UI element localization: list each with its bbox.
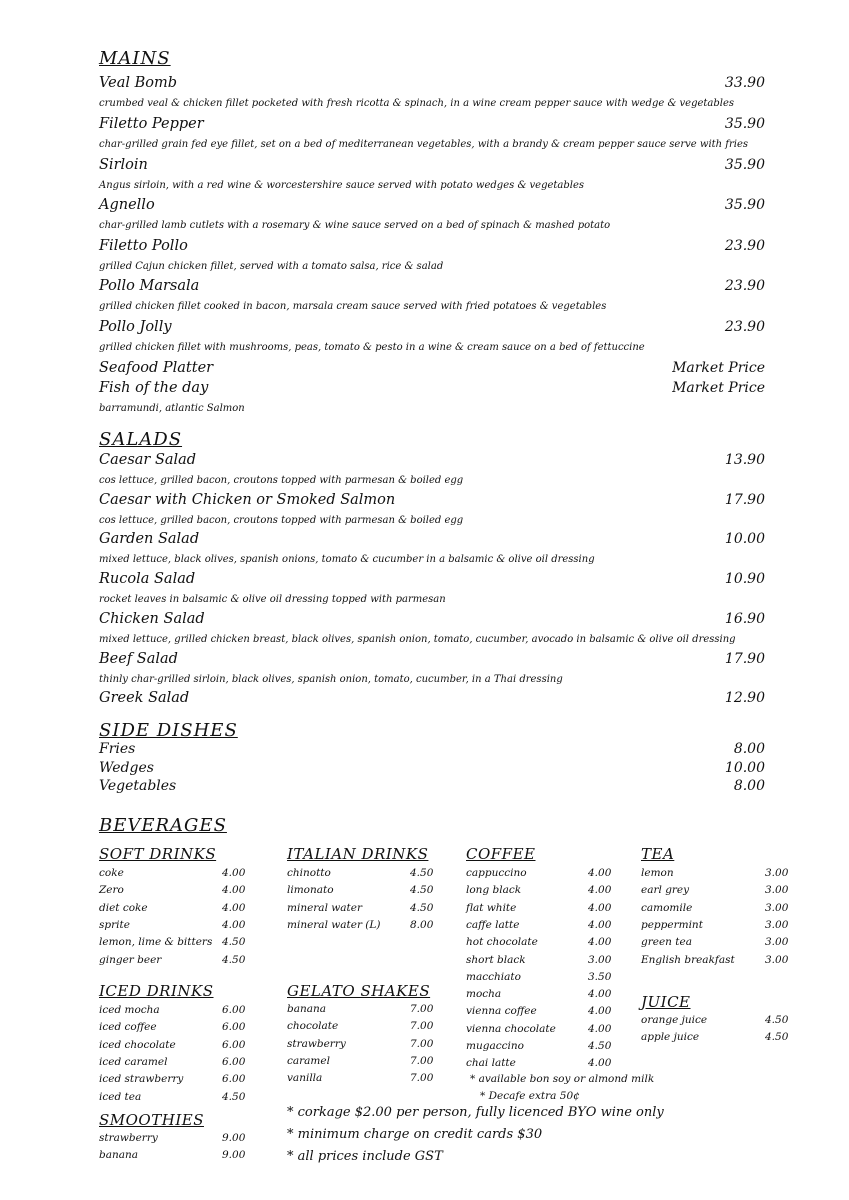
iced-drink-item-price: 6.00 [222,1021,246,1034]
main-item-name: Fish of the day [99,380,209,396]
main-item-name: Pollo Marsala [99,278,200,294]
iced-drink-item-price: 4.50 [222,1090,246,1103]
gelato-shake-item-name: chocolate [287,1020,339,1033]
soft-drink-item-price: 4.00 [222,867,246,879]
soft-drinks-title: SOFT DRINKS [99,845,217,863]
iced-drink-item-name: iced tea [99,1090,142,1103]
iced-drink-item-price: 6.00 [222,1073,246,1086]
salad-item-price: 12.90 [724,690,765,707]
coffee-item-price: 4.00 [588,867,612,879]
tea-item-name: green tea [641,936,692,949]
main-item-price: Market Price [672,380,765,396]
coffee-title: COFFEE [466,845,536,863]
italian-drink-item-name: limonato [287,884,334,897]
main-item-desc: barramundi, atlantic Salmon [99,403,245,414]
coffee-item-name: macchiato [466,970,521,983]
tea-item-price: 3.00 [765,884,789,897]
main-item-price: 23.90 [724,319,765,335]
juice-item-price: 4.50 [765,1031,789,1044]
salad-item-price: 17.90 [724,491,765,508]
main-item-desc: grilled chicken fillet cooked in bacon, marsala cream sauce served with fried potatoes & vegetables [99,301,607,312]
soft-drink-item-name: lemon, lime & bitters [99,936,213,949]
tea-item-name: English breakfast [641,953,735,966]
salad-item-desc: rocket leaves in balsamic & olive oil dressing topped with parmesan [99,594,446,606]
coffee-item-name: flat white [466,901,517,914]
tea-item-price: 3.00 [765,936,789,949]
coffee-item-price: 4.00 [588,988,612,1001]
main-item-name: Filetto Pollo [99,238,188,254]
tea-item-price: 3.00 [765,901,789,914]
coffee-item-name: caffe latte [466,918,520,931]
iced-drink-item-name: iced mocha [99,1004,160,1016]
soft-drink-item-price: 4.00 [222,884,246,897]
coffee-note-decafe: * Decafe extra 50¢ [480,1090,580,1102]
tea-item-name: lemon [641,867,674,879]
italian-drink-item-price: 4.50 [410,867,434,879]
italian-drink-item-price: 4.50 [410,884,434,897]
side-item-name: Fries [99,741,136,757]
salad-item-price: 10.00 [724,531,765,548]
iced-drinks-title: ICED DRINKS [99,982,214,1000]
main-item-price: Market Price [672,360,765,376]
salad-item-name: Rucola Salad [99,571,196,588]
smoothies-title: SMOOTHIES [99,1111,204,1129]
soft-drink-item-name: coke [99,867,124,879]
main-item-desc: char-grilled grain fed eye fillet, set on a bed of mediterranean vegetables, with a brandy & cream pepper sauce serve with fries [99,139,749,150]
coffee-item-name: hot chocolate [466,936,538,949]
main-item-desc: Angus sirloin, with a red wine & worcestershire sauce served with potato wedges & vegetables [99,180,585,191]
coffee-item-price: 4.00 [588,1022,612,1035]
salad-item-name: Garden Salad [99,531,200,548]
main-item-price: 35.90 [724,197,765,213]
gelato-shake-item-name: vanilla [287,1072,323,1085]
salad-item-desc: mixed lettuce, grilled chicken breast, black olives, spanish onion, tomato, cucumber, avocado in balsamic & olive oil dressing [99,633,736,645]
coffee-item-name: chai latte [466,1057,516,1070]
gelato-shake-item-price: 7.00 [410,1020,434,1033]
gelato-shake-item-price: 7.00 [410,1037,434,1050]
coffee-item-price: 4.00 [588,884,612,897]
coffee-item-name: mocha [466,988,502,1001]
tea-title: TEA [641,845,675,863]
side-item-price: 8.00 [733,778,765,794]
main-item-name: Veal Bomb [99,75,178,91]
italian-drinks-title: ITALIAN DRINKS [287,845,429,863]
smoothie-item-name: strawberry [99,1132,158,1144]
iced-drink-item-name: iced caramel [99,1055,168,1068]
salad-item-price: 10.90 [724,571,765,588]
smoothie-item-price: 9.00 [222,1132,246,1144]
iced-drink-item-name: iced strawberry [99,1073,184,1086]
main-item-desc: grilled Cajun chicken fillet, served with a tomato salsa, rice & salad [99,261,444,272]
tea-item-price: 3.00 [765,953,789,966]
tea-item-price: 3.00 [765,867,789,879]
main-item-price: 23.90 [724,238,765,254]
gelato-shake-item-name: caramel [287,1054,330,1067]
main-item-name: Seafood Platter [99,360,214,376]
main-item-price: 33.90 [724,75,765,91]
iced-drink-item-price: 6.00 [222,1004,246,1016]
coffee-item-name: short black [466,953,526,966]
side-item-name: Wedges [99,759,154,776]
tea-item-name: earl grey [641,884,690,897]
smoothie-item-price: 9.00 [222,1149,246,1162]
salad-item-price: 16.90 [724,610,765,627]
juice-item-price: 4.50 [765,1014,789,1026]
coffee-item-price: 4.00 [588,901,612,914]
coffee-item-price: 3.00 [588,953,612,966]
salad-item-desc: mixed lettuce, black olives, spanish onions, tomato & cucumber in a balsamic & olive oil dressing [99,554,595,566]
main-item-name: Agnello [99,197,155,213]
iced-drink-item-price: 6.00 [222,1038,246,1051]
juice-title: JUICE [641,993,691,1011]
soft-drink-item-price: 4.50 [222,953,246,966]
coffee-item-name: vienna chocolate [466,1022,556,1035]
salad-item-name: Caesar with Chicken or Smoked Salmon [99,491,396,508]
salad-item-desc: cos lettuce, grilled bacon, croutons topped with parmesan & boiled egg [99,514,464,526]
footnote-gst: * all prices include GST [287,1149,443,1164]
side-item-price: 10.00 [724,759,765,776]
coffee-item-price: 3.50 [588,970,612,983]
coffee-item-name: long black [466,884,522,897]
tea-item-price: 3.00 [765,918,789,931]
main-item-name: Sirloin [99,157,148,173]
main-item-name: Filetto Pepper [99,116,204,132]
soft-drink-item-name: diet coke [99,901,148,914]
coffee-item-price: 4.00 [588,936,612,949]
soft-drink-item-price: 4.50 [222,936,246,949]
salad-item-name: Greek Salad [99,690,190,707]
salad-item-name: Caesar Salad [99,452,197,468]
smoothie-item-name: banana [99,1149,139,1162]
main-item-desc: grilled chicken fillet with mushrooms, peas, tomato & pesto in a wine & cream sauce on a bed of fettuccine [99,342,645,353]
salad-item-name: Beef Salad [99,650,178,667]
italian-drink-item-price: 4.50 [410,901,434,914]
main-item-price: 35.90 [724,157,765,173]
coffee-item-name: cappuccino [466,867,527,879]
iced-drink-item-price: 6.00 [222,1055,246,1068]
salad-item-desc: cos lettuce, grilled bacon, croutons topped with parmesan & boiled egg [99,475,464,486]
tea-item-name: camomile [641,901,693,914]
coffee-item-price: 4.50 [588,1040,612,1052]
coffee-item-price: 4.00 [588,1005,612,1018]
italian-drink-item-price: 8.00 [410,918,434,931]
sides-title: SIDE DISHES [99,720,238,741]
side-item-price: 8.00 [733,741,765,757]
salad-item-desc: thinly char-grilled sirloin, black olives, spanish onion, tomato, cucumber, in a Thai dressing [99,673,563,685]
soft-drink-item-name: Zero [99,884,124,897]
juice-item-name: orange juice [641,1014,708,1026]
beverages-title: BEVERAGES [99,815,227,836]
italian-drink-item-name: mineral water (L) [287,918,381,931]
iced-drink-item-name: iced coffee [99,1021,157,1034]
gelato-shake-item-name: banana [287,1003,327,1015]
gelato-shakes-title: GELATO SHAKES [287,982,431,1000]
main-item-name: Pollo Jolly [99,319,172,335]
coffee-note-milk: * available bon soy or almond milk [470,1073,655,1085]
gelato-shake-item-price: 7.00 [410,1003,434,1015]
coffee-item-price: 4.00 [588,1057,612,1070]
gelato-shake-item-name: strawberry [287,1037,346,1050]
salad-item-name: Chicken Salad [99,610,205,627]
gelato-shake-item-price: 7.00 [410,1072,434,1085]
salads-title: SALADS [99,429,183,450]
coffee-item-name: mugaccino [466,1040,524,1052]
soft-drink-item-price: 4.00 [222,918,246,931]
side-item-name: Vegetables [99,778,177,794]
main-item-price: 23.90 [724,278,765,294]
soft-drink-item-price: 4.00 [222,901,246,914]
coffee-item-price: 4.00 [588,918,612,931]
main-item-desc: crumbed veal & chicken fillet pocketed with fresh ricotta & spinach, in a wine cream pepper sauce with wedge & vegetables [99,98,735,109]
mains-title: MAINS [99,48,171,69]
footnote-credit-cards: * minimum charge on credit cards $30 [287,1127,543,1142]
italian-drink-item-name: chinotto [287,867,331,879]
coffee-item-name: vienna coffee [466,1005,537,1018]
salad-item-price: 13.90 [724,452,765,468]
juice-item-name: apple juice [641,1031,700,1044]
gelato-shake-item-price: 7.00 [410,1054,434,1067]
salad-item-price: 17.90 [724,650,765,667]
soft-drink-item-name: ginger beer [99,953,162,966]
soft-drink-item-name: sprite [99,918,130,931]
italian-drink-item-name: mineral water [287,901,362,914]
main-item-desc: char-grilled lamb cutlets with a rosemary & wine sauce served on a bed of spinach & mashed potato [99,220,611,231]
footnote-corkage: * corkage $2.00 per person, fully licenced BYO wine only [287,1105,664,1120]
main-item-price: 35.90 [724,116,765,132]
tea-item-name: peppermint [641,918,703,931]
iced-drink-item-name: iced chocolate [99,1038,176,1051]
